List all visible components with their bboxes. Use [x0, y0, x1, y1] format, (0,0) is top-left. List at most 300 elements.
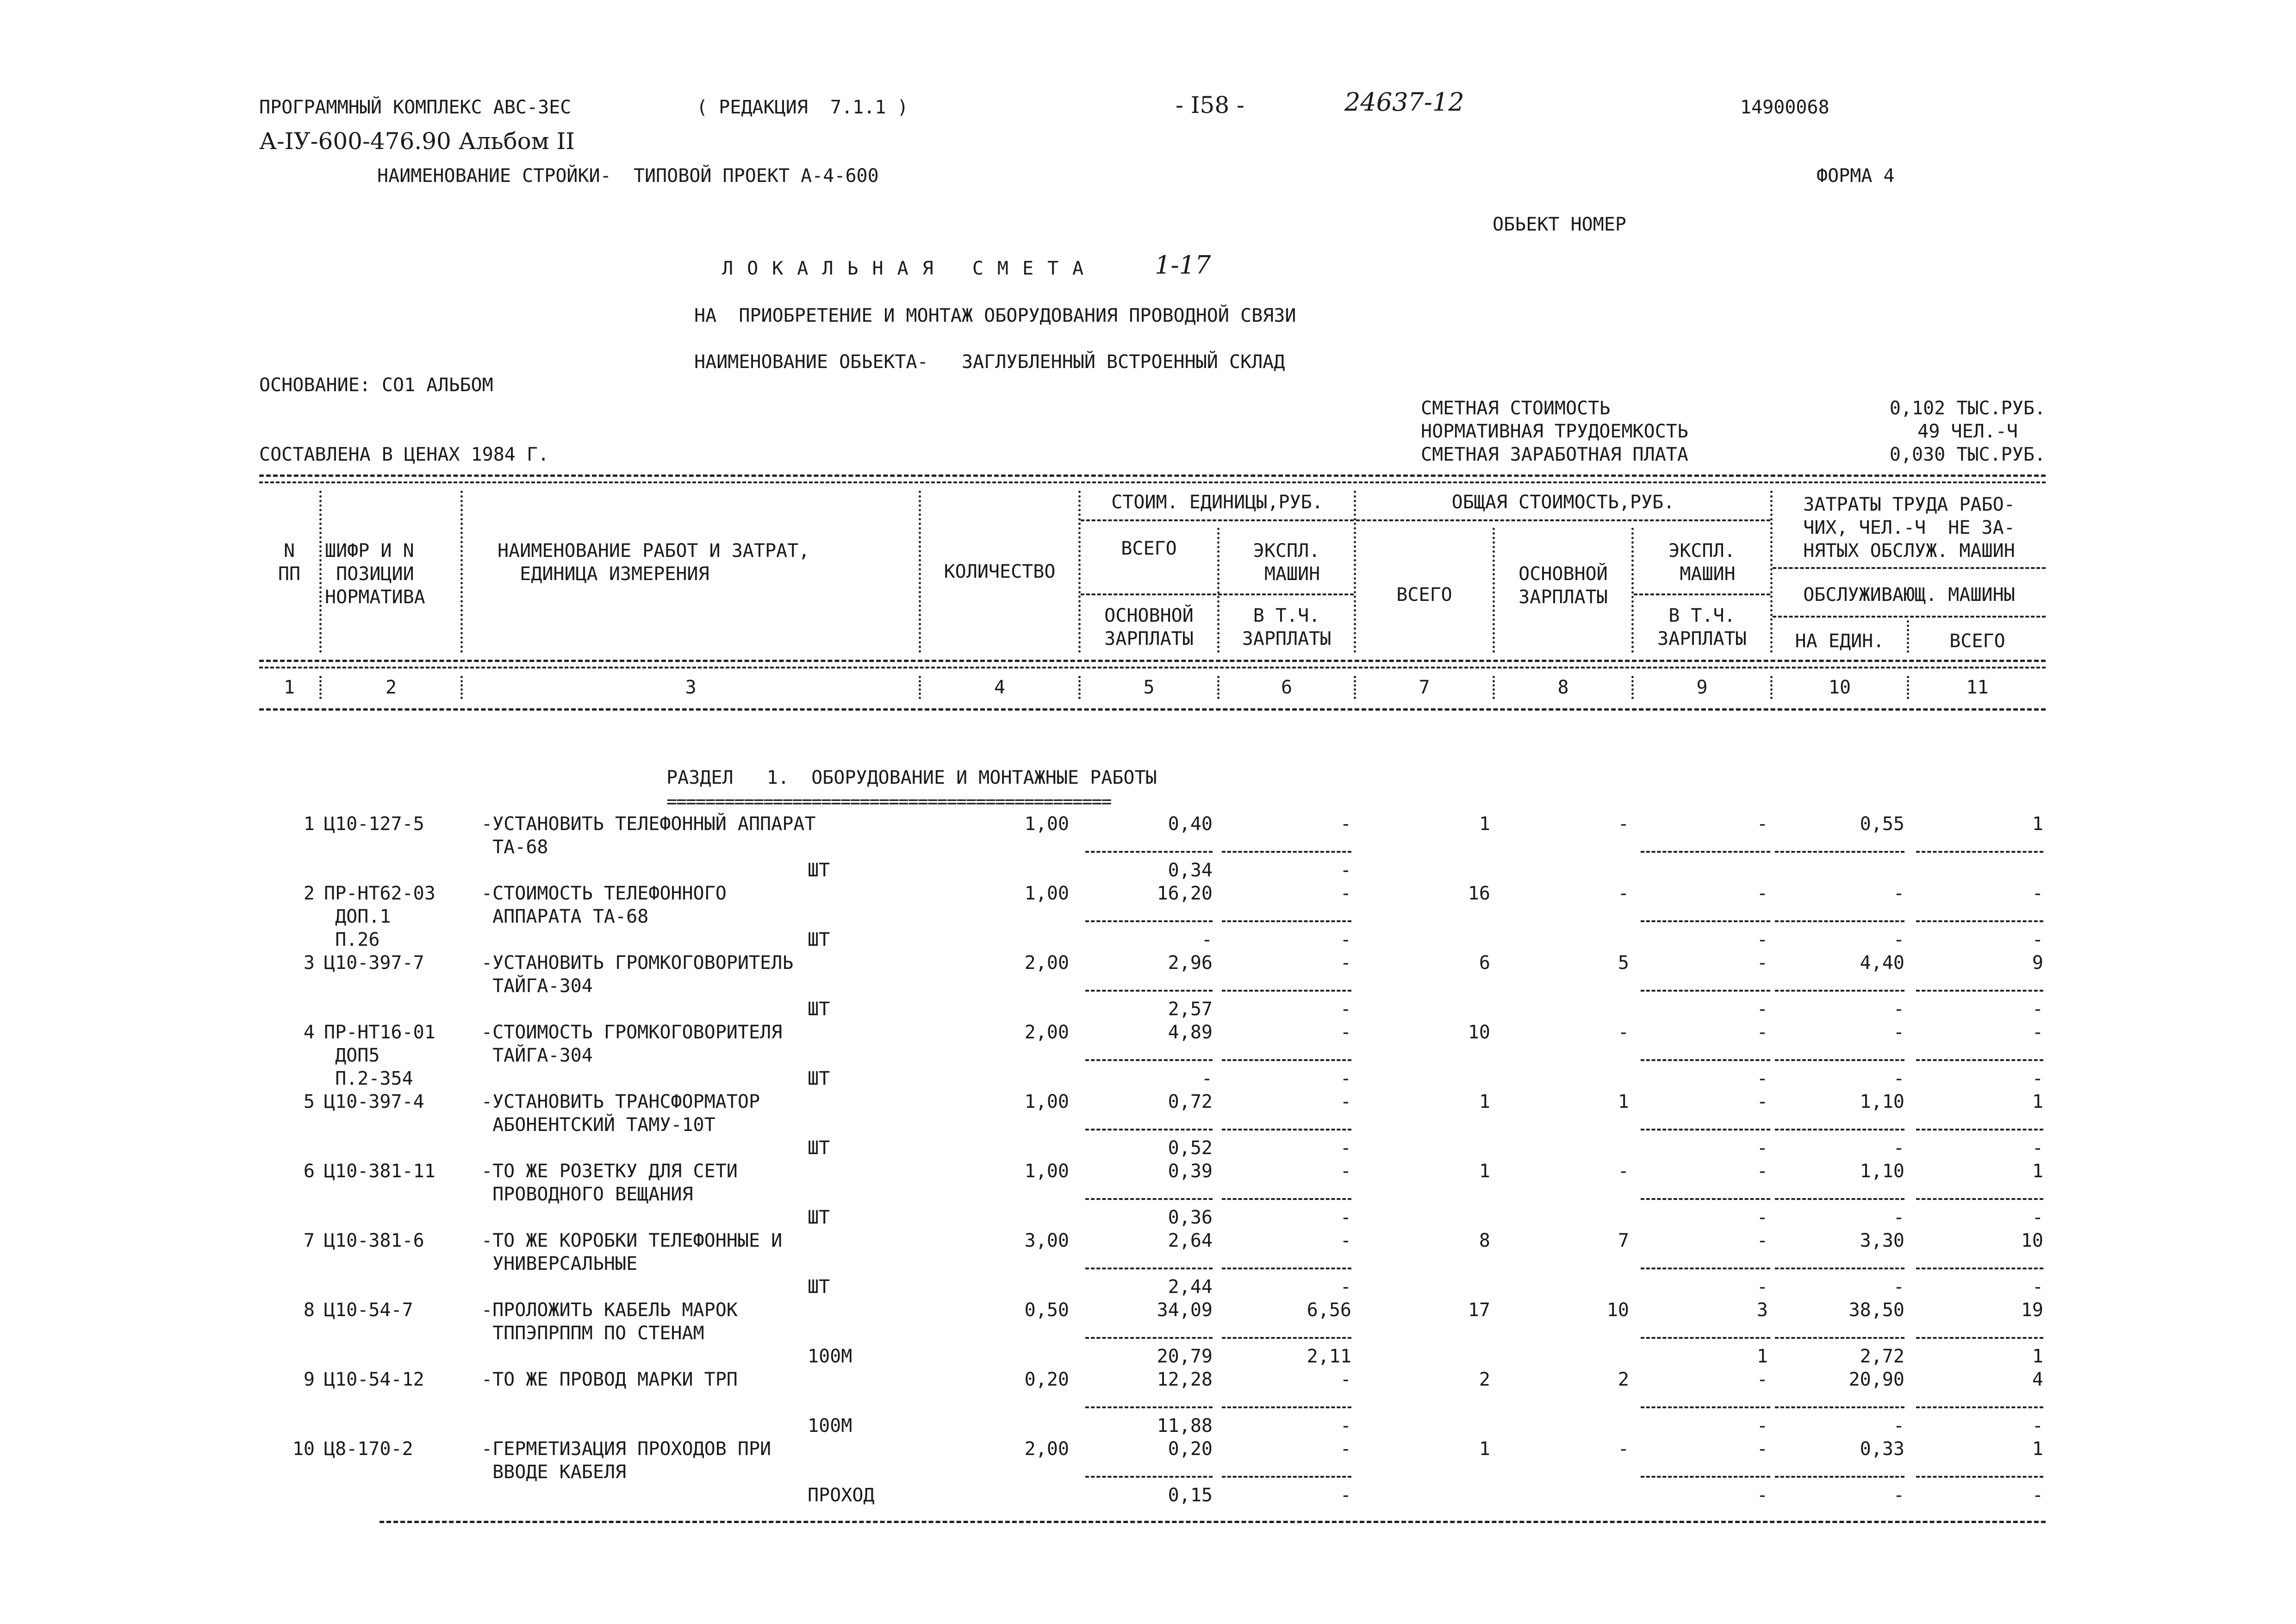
row-c5b: 0,36 — [1168, 1207, 1213, 1228]
header-col-n: N ПП — [278, 540, 301, 585]
header-rule — [259, 481, 2046, 483]
row-unit: ШТ — [808, 1207, 830, 1228]
row-c6: - — [1340, 1369, 1351, 1390]
row-underline — [1641, 1059, 1770, 1061]
row-c10: 38,50 — [1848, 1299, 1904, 1321]
header-unit-wage: ОСНОВНОЙ ЗАРПЛАТЫ — [1104, 605, 1194, 650]
row-unit: ШТ — [808, 929, 830, 950]
row-c10: 0,33 — [1860, 1438, 1904, 1460]
row-c11b: - — [2032, 929, 2043, 950]
row-underline — [1222, 1476, 1351, 1478]
object-number-label: ОБЬЕКТ НОМЕР — [1493, 214, 1626, 235]
row-underline — [1222, 1268, 1351, 1269]
row-underline — [1222, 851, 1351, 853]
program-name: ПРОГРАММНЫЙ КОМПЛЕКС АВС-3ЕС — [259, 97, 572, 118]
column-number: 8 — [1557, 677, 1569, 698]
row-code: ДОП5 — [324, 1045, 380, 1066]
row-c10: 0,55 — [1860, 813, 1904, 835]
row-c5: 0,72 — [1168, 1091, 1213, 1112]
summary-value: 0,102 ТЫС.РУБ. — [1889, 398, 2046, 419]
row-c5: 34,09 — [1157, 1299, 1213, 1321]
row-c7: 1 — [1479, 1161, 1490, 1182]
row-name: -ТО ЖЕ КОРОБКИ ТЕЛЕФОННЫЕ И — [481, 1230, 783, 1251]
price-basis: СОСТАВЛЕНА В ЦЕНАХ 1984 Г. — [259, 444, 549, 465]
col-separator — [1078, 676, 1081, 699]
row-name: -УСТАНОВИТЬ ТРАНСФОРМАТОР — [481, 1091, 760, 1112]
column-number: 5 — [1143, 677, 1155, 698]
row-number: 8 — [303, 1299, 315, 1321]
row-underline — [1085, 920, 1213, 922]
row-underline — [1641, 1337, 1770, 1339]
row-c11b: - — [2032, 1207, 2043, 1228]
row-code: П.26 — [324, 929, 380, 950]
row-c6: - — [1340, 813, 1351, 835]
form-label: ФОРМА 4 — [1817, 165, 1895, 187]
row-c11: 4 — [2032, 1369, 2043, 1390]
row-number: 7 — [303, 1230, 315, 1251]
row-c5: 0,20 — [1168, 1438, 1213, 1460]
row-c6: - — [1340, 952, 1351, 974]
row-c10b: - — [1893, 999, 1904, 1020]
header-bottom-rule — [259, 708, 2046, 711]
row-c11b: - — [2032, 1485, 2043, 1506]
estimate-number: 1-17 — [1155, 250, 1211, 280]
row-number: 10 — [292, 1438, 315, 1460]
col-separator — [1770, 676, 1773, 699]
column-number: 1 — [283, 677, 295, 698]
row-c6: - — [1340, 1438, 1351, 1460]
header-labor-total: ВСЕГО — [1949, 631, 2005, 652]
row-c9: - — [1756, 1438, 1768, 1460]
row-c11b: - — [2032, 1276, 2043, 1298]
header-total-all: ВСЕГО — [1396, 584, 1452, 606]
edition: ( РЕДАКЦИЯ 7.1.1 ) — [697, 97, 908, 118]
row-underline — [1916, 851, 2043, 853]
row-c7: 2 — [1479, 1369, 1490, 1390]
row-c9: - — [1756, 1091, 1768, 1112]
row-underline — [1641, 851, 1770, 853]
row-c9b: - — [1756, 1137, 1768, 1159]
row-c5: 16,20 — [1157, 883, 1213, 904]
column-number: 10 — [1828, 677, 1851, 698]
row-c6b: - — [1340, 1137, 1351, 1159]
row-c9: - — [1756, 813, 1768, 835]
handwritten-code: 24637-12 — [1344, 87, 1464, 117]
row-c5b: 0,15 — [1168, 1485, 1213, 1506]
row-underline — [1222, 1059, 1351, 1061]
row-name: АБОНЕНТСКИЙ ТАМУ-10Т — [481, 1114, 716, 1136]
row-c5b: 0,34 — [1168, 860, 1213, 881]
col-separator — [1354, 676, 1356, 699]
row-c6b: - — [1340, 1207, 1351, 1228]
row-qty: 2,00 — [1024, 1022, 1069, 1043]
row-underline — [1085, 1337, 1213, 1339]
row-name: -СТОИМОСТЬ ТЕЛЕФОННОГО — [481, 883, 727, 904]
row-number: 3 — [303, 952, 315, 974]
row-code: ДОП.1 — [324, 906, 391, 927]
row-c6: - — [1340, 883, 1351, 904]
header-labor-unit: НА ЕДИН. — [1795, 631, 1885, 652]
row-underline — [1641, 1198, 1770, 1200]
row-qty: 1,00 — [1024, 1091, 1069, 1112]
row-code: Ц10-54-12 — [324, 1369, 424, 1390]
header-total-cost: ОБЩАЯ СТОИМОСТЬ,РУБ. — [1451, 492, 1675, 513]
row-underline — [1775, 1406, 1904, 1408]
header-mid-rule — [259, 667, 2046, 668]
row-c6b: - — [1340, 999, 1351, 1020]
row-name: -ТО ЖЕ ПРОВОД МАРКИ ТРП — [481, 1369, 738, 1390]
row-underline — [1085, 1059, 1213, 1061]
row-underline — [1916, 1059, 2043, 1061]
row-code: ПР-НТ16-01 — [324, 1022, 436, 1043]
header-subrule — [1081, 519, 1354, 521]
row-code: Ц10-397-4 — [324, 1091, 424, 1112]
header-labor: ЗАТРАТЫ ТРУДА РАБО- ЧИХ, ЧЕЛ.-Ч НЕ ЗА- НЯТЫХ ОБСЛУЖ. МАШИН — [1803, 494, 2015, 562]
header-col-name: НАИМЕНОВАНИЕ РАБОТ И ЗАТРАТ, ЕДИНИЦА ИЗМЕРЕНИЯ — [498, 540, 810, 585]
row-c6: - — [1340, 1022, 1351, 1043]
row-c8: 5 — [1618, 952, 1629, 974]
row-c5b: 2,57 — [1168, 999, 1213, 1020]
row-qty: 2,00 — [1024, 952, 1069, 974]
row-code: ПР-НТ62-03 — [324, 883, 436, 904]
row-c10b: 2,72 — [1860, 1346, 1904, 1367]
header-col-qty: КОЛИЧЕСТВО — [944, 561, 1056, 582]
row-c5: 2,64 — [1168, 1230, 1213, 1251]
row-c11: 1 — [2032, 813, 2043, 835]
row-name: -СТОИМОСТЬ ГРОМКОГОВОРИТЕЛЯ — [481, 1022, 783, 1043]
row-c5b: - — [1201, 929, 1213, 950]
header-unit-incl-wage: В Т.Ч. ЗАРПЛАТЫ — [1242, 605, 1332, 650]
row-qty: 0,20 — [1024, 1369, 1069, 1390]
row-c5b: 11,88 — [1157, 1415, 1213, 1437]
row-number: 4 — [303, 1022, 315, 1043]
row-c9b: - — [1756, 1068, 1768, 1089]
row-number: 6 — [303, 1161, 315, 1182]
header-subrule — [1773, 616, 2046, 618]
header-labor-sub: ОБСЛУЖИВАЮЩ. МАШИНЫ — [1803, 584, 2015, 606]
col-separator — [919, 676, 921, 699]
row-c11: - — [2032, 883, 2043, 904]
row-c10b: - — [1893, 1276, 1904, 1298]
table-bottom-rule — [380, 1521, 2046, 1523]
row-c7: 8 — [1479, 1230, 1490, 1251]
row-underline — [1916, 1337, 2043, 1339]
row-c7: 1 — [1479, 813, 1490, 835]
row-underline — [1641, 1268, 1770, 1269]
col-separator — [460, 676, 463, 699]
header-total-incl-wage: В Т.Ч. ЗАРПЛАТЫ — [1657, 605, 1747, 650]
row-c6b: - — [1340, 860, 1351, 881]
row-c11: 1 — [2032, 1438, 2043, 1460]
row-c6: - — [1340, 1230, 1351, 1251]
row-name: -ГЕРМЕТИЗАЦИЯ ПРОХОДОВ ПРИ — [481, 1438, 772, 1460]
estimate-subject: НА ПРИОБРЕТЕНИЕ И МОНТАЖ ОБОРУДОВАНИЯ ПРОВОДНОЙ СВЯЗИ — [694, 305, 1296, 326]
page-number: - I58 - — [1176, 92, 1244, 119]
section-title: РАЗДЕЛ 1. ОБОРУДОВАНИЕ И МОНТАЖНЫЕ РАБОТЫ — [666, 767, 1157, 788]
row-underline — [1085, 990, 1213, 992]
column-number: 11 — [1966, 677, 1989, 698]
row-code: Ц10-381-6 — [324, 1230, 424, 1251]
header-top-rule — [259, 475, 2046, 477]
row-c11: 1 — [2032, 1161, 2043, 1182]
row-underline — [1085, 1129, 1213, 1131]
row-name: -ТО ЖЕ РОЗЕТКУ ДЛЯ СЕТИ — [481, 1161, 738, 1182]
row-number: 9 — [303, 1369, 315, 1390]
row-underline — [1916, 990, 2043, 992]
col-separator — [1907, 676, 1909, 699]
document-code: 14900068 — [1740, 97, 1829, 118]
construction-name: НАИМЕНОВАНИЕ СТРОЙКИ- ТИПОВОЙ ПРОЕКТ А-4-600 — [377, 165, 879, 187]
row-c7: 17 — [1468, 1299, 1490, 1321]
row-code: Ц10-54-7 — [324, 1299, 413, 1321]
summary-value: 0,030 ТЫС.РУБ. — [1889, 444, 2046, 465]
col-separator — [1631, 676, 1634, 699]
row-underline — [1085, 1476, 1213, 1478]
row-underline — [1775, 1268, 1904, 1269]
row-underline — [1916, 1476, 2043, 1478]
header-total-wage: ОСНОВНОЙ ЗАРПЛАТЫ — [1518, 563, 1608, 608]
row-c7: 16 — [1468, 883, 1490, 904]
row-unit: ШТ — [808, 999, 830, 1020]
row-c5: 4,89 — [1168, 1022, 1213, 1043]
summary-label: НОРМАТИВНАЯ ТРУДОЕМКОСТЬ — [1421, 421, 1688, 442]
row-name: ТППЭПРППМ ПО СТЕНАМ — [481, 1323, 704, 1344]
album-designation: А-IУ-600-476.90 Альбом II — [259, 128, 575, 155]
row-c9b: - — [1756, 1485, 1768, 1506]
header-subrule — [1081, 593, 1354, 595]
row-c11b: 1 — [2032, 1346, 2043, 1367]
row-c10: 3,30 — [1860, 1230, 1904, 1251]
row-c10: 4,40 — [1860, 952, 1904, 974]
row-c8: 2 — [1618, 1369, 1629, 1390]
row-unit: 100М — [808, 1415, 852, 1437]
row-c5b: 20,79 — [1157, 1346, 1213, 1367]
row-name: ТАЙГА-304 — [481, 975, 593, 997]
col-separator — [1493, 676, 1495, 699]
row-c8: - — [1618, 1161, 1629, 1182]
row-underline — [1222, 1129, 1351, 1131]
row-c10: 20,90 — [1848, 1369, 1904, 1390]
row-unit: ШТ — [808, 1137, 830, 1159]
header-subrule — [1356, 519, 1770, 521]
row-c5: 0,39 — [1168, 1161, 1213, 1182]
row-c5: 12,28 — [1157, 1369, 1213, 1390]
row-c6b: - — [1340, 1415, 1351, 1437]
row-c7: 10 — [1468, 1022, 1490, 1043]
row-underline — [1916, 920, 2043, 922]
row-c11b: - — [2032, 1137, 2043, 1159]
column-number: 3 — [685, 677, 697, 698]
row-c10b: - — [1893, 1485, 1904, 1506]
row-underline — [1085, 1198, 1213, 1200]
row-code: Ц8-170-2 — [324, 1438, 413, 1460]
row-c10b: - — [1893, 929, 1904, 950]
row-underline — [1775, 990, 1904, 992]
row-unit: 100М — [808, 1346, 852, 1367]
row-name: ТА-68 — [481, 837, 548, 858]
row-underline — [1222, 1337, 1351, 1339]
row-c7: 1 — [1479, 1438, 1490, 1460]
row-qty: 1,00 — [1024, 1161, 1069, 1182]
row-c9: - — [1756, 1022, 1768, 1043]
row-c11: 19 — [2021, 1299, 2043, 1321]
row-underline — [1085, 1406, 1213, 1408]
row-underline — [1916, 1268, 2043, 1269]
row-c5b: 0,52 — [1168, 1137, 1213, 1159]
row-c6b: - — [1340, 1485, 1351, 1506]
row-unit: ШТ — [808, 1276, 830, 1298]
row-qty: 3,00 — [1024, 1230, 1069, 1251]
row-c9: - — [1756, 1161, 1768, 1182]
row-c10b: - — [1893, 1137, 1904, 1159]
row-underline — [1916, 1198, 2043, 1200]
row-qty: 1,00 — [1024, 813, 1069, 835]
row-c10: 1,10 — [1860, 1091, 1904, 1112]
row-c9b: - — [1756, 1415, 1768, 1437]
row-c11: 9 — [2032, 952, 2043, 974]
summary-label: СМЕТНАЯ СТОИМОСТЬ — [1421, 398, 1611, 419]
row-qty: 0,50 — [1024, 1299, 1069, 1321]
row-underline — [1085, 1268, 1213, 1269]
row-c10b: - — [1893, 1068, 1904, 1089]
row-c8: - — [1618, 1438, 1629, 1460]
row-c10: - — [1893, 883, 1904, 904]
row-number: 2 — [303, 883, 315, 904]
row-c9b: - — [1756, 1207, 1768, 1228]
row-c7: 1 — [1479, 1091, 1490, 1112]
row-c5: 0,40 — [1168, 813, 1213, 835]
header-unit-total: ВСЕГО — [1121, 538, 1177, 559]
row-c5: 2,96 — [1168, 952, 1213, 974]
row-c9: - — [1756, 883, 1768, 904]
summary-label: СМЕТНАЯ ЗАРАБОТНАЯ ПЛАТА — [1421, 444, 1688, 465]
row-name: -УСТАНОВИТЬ ТЕЛЕФОННЫЙ АППАРАТ — [481, 813, 816, 835]
row-c6: 6,56 — [1307, 1299, 1351, 1321]
row-c8: - — [1618, 813, 1629, 835]
row-underline — [1222, 920, 1351, 922]
row-c6b: 2,11 — [1307, 1346, 1351, 1367]
row-name: АППАРАТА ТА-68 — [481, 906, 649, 927]
row-unit: ШТ — [808, 860, 830, 881]
row-c9: - — [1756, 952, 1768, 974]
row-c10: - — [1893, 1022, 1904, 1043]
row-c6b: - — [1340, 929, 1351, 950]
row-underline — [1222, 990, 1351, 992]
row-underline — [1641, 1129, 1770, 1131]
row-c6b: - — [1340, 1068, 1351, 1089]
row-c11b: - — [2032, 1068, 2043, 1089]
column-number: 2 — [385, 677, 397, 698]
col-separator — [1217, 676, 1220, 699]
row-c7: 6 — [1479, 952, 1490, 974]
row-c6: - — [1340, 1091, 1351, 1112]
row-c9b: - — [1756, 929, 1768, 950]
header-unit-cost: СТОИМ. ЕДИНИЦЫ,РУБ. — [1111, 492, 1323, 513]
section-underline: ============================================== — [666, 791, 1111, 812]
summary-value: 49 ЧЕЛ.-Ч — [1917, 421, 2018, 442]
row-name: ПРОВОДНОГО ВЕЩАНИЯ — [481, 1184, 693, 1205]
row-c9: - — [1756, 1369, 1768, 1390]
row-underline — [1641, 1406, 1770, 1408]
row-c11b: - — [2032, 1415, 2043, 1437]
row-underline — [1641, 920, 1770, 922]
row-c9b: 1 — [1756, 1346, 1768, 1367]
row-underline — [1222, 1406, 1351, 1408]
header-subrule — [1773, 567, 2046, 569]
row-c8: 7 — [1618, 1230, 1629, 1251]
row-c9b: - — [1756, 999, 1768, 1020]
row-code: Ц10-381-11 — [324, 1161, 436, 1182]
row-name: УНИВЕРСАЛЬНЫЕ — [481, 1253, 638, 1274]
row-underline — [1775, 1129, 1904, 1131]
row-c9: 3 — [1756, 1299, 1768, 1321]
estimate-basis: ОСНОВАНИЕ: СО1 АЛЬБОМ — [259, 375, 493, 396]
header-subrule — [1634, 593, 1770, 595]
row-c10: 1,10 — [1860, 1161, 1904, 1182]
row-c11: - — [2032, 1022, 2043, 1043]
row-underline — [1085, 851, 1213, 853]
row-code: Ц10-397-7 — [324, 952, 424, 974]
header-mid-rule — [259, 660, 2046, 662]
row-c8: 1 — [1618, 1091, 1629, 1112]
header-unit-machines: ЭКСПЛ. МАШИН — [1253, 540, 1320, 585]
row-underline — [1775, 1337, 1904, 1339]
row-c6b: - — [1340, 1276, 1351, 1298]
row-c9b: - — [1756, 1276, 1768, 1298]
row-unit: ПРОХОД — [808, 1485, 875, 1506]
row-name: ТАЙГА-304 — [481, 1045, 593, 1066]
row-name: -УСТАНОВИТЬ ГРОМКОГОВОРИТЕЛЬ — [481, 952, 794, 974]
row-c8: 10 — [1606, 1299, 1629, 1321]
column-number: 4 — [994, 677, 1006, 698]
row-c5b: - — [1201, 1068, 1213, 1089]
header-total-machines: ЭКСПЛ. МАШИН — [1668, 540, 1736, 585]
row-number: 1 — [303, 813, 315, 835]
row-c6: - — [1340, 1161, 1351, 1182]
row-c8: - — [1618, 883, 1629, 904]
row-underline — [1641, 990, 1770, 992]
row-c5b: 2,44 — [1168, 1276, 1213, 1298]
row-underline — [1775, 851, 1904, 853]
row-c10b: - — [1893, 1207, 1904, 1228]
row-underline — [1916, 1129, 2043, 1131]
row-c10b: - — [1893, 1415, 1904, 1437]
column-number: 6 — [1281, 677, 1293, 698]
row-underline — [1775, 1476, 1904, 1478]
row-c9: - — [1756, 1230, 1768, 1251]
column-number: 7 — [1419, 677, 1430, 698]
row-underline — [1775, 1198, 1904, 1200]
row-qty: 2,00 — [1024, 1438, 1069, 1460]
row-name: ВВОДЕ КАБЕЛЯ — [481, 1462, 627, 1483]
col-separator — [460, 491, 463, 653]
col-separator — [1354, 491, 1356, 653]
row-number: 5 — [303, 1091, 315, 1112]
row-c8: - — [1618, 1022, 1629, 1043]
col-separator — [319, 676, 322, 699]
row-c11b: - — [2032, 999, 2043, 1020]
row-code: Ц10-127-5 — [324, 813, 424, 835]
row-underline — [1222, 1198, 1351, 1200]
row-underline — [1775, 920, 1904, 922]
object-name: НАИМЕНОВАНИЕ ОБЬЕКТА- ЗАГЛУБЛЕННЫЙ ВСТРОЕННЫЙ СКЛАД — [694, 351, 1285, 373]
row-c11: 10 — [2021, 1230, 2043, 1251]
row-code: П.2-354 — [324, 1068, 413, 1089]
row-underline — [1641, 1476, 1770, 1478]
row-underline — [1916, 1406, 2043, 1408]
row-qty: 1,00 — [1024, 883, 1069, 904]
col-separator — [319, 491, 322, 653]
